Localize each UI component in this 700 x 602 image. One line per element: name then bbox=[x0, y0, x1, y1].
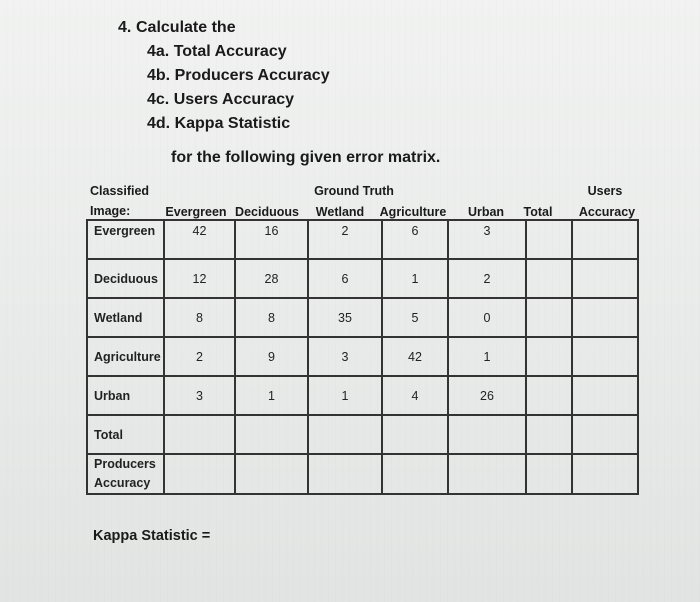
empty-cell bbox=[572, 454, 638, 494]
cell-value: 6 bbox=[382, 220, 448, 259]
users-accuracy-cell bbox=[572, 337, 638, 376]
col-header-total: Total bbox=[523, 205, 553, 219]
total-row-label: Total bbox=[87, 415, 164, 454]
total-cell bbox=[526, 220, 572, 259]
producers-label-line2: Accuracy bbox=[94, 476, 151, 490]
row-label: Agriculture bbox=[87, 337, 164, 376]
table-row bbox=[87, 259, 638, 298]
cell-value: 3 bbox=[164, 376, 235, 415]
users-accuracy-cell bbox=[572, 259, 638, 298]
cell-value: 2 bbox=[164, 337, 235, 376]
matrix-intro: for the following given error matrix. bbox=[171, 149, 441, 166]
cell-value: 28 bbox=[235, 259, 308, 298]
producers-accuracy-cell bbox=[448, 454, 526, 494]
total-cell bbox=[526, 376, 572, 415]
users-accuracy-cell bbox=[572, 220, 638, 259]
producers-accuracy-cell bbox=[164, 454, 235, 494]
cell-value: 16 bbox=[235, 220, 308, 259]
col-header-urban: Urban bbox=[467, 205, 505, 219]
grand-total-cell bbox=[526, 415, 572, 454]
total-cell bbox=[308, 415, 382, 454]
subitem-users-accuracy: 4c. Users Accuracy bbox=[147, 91, 295, 108]
total-cell bbox=[235, 415, 308, 454]
producers-label-line1: Producers bbox=[94, 457, 156, 471]
question-number: 4. bbox=[118, 19, 132, 36]
total-row bbox=[87, 415, 638, 454]
users-accuracy-cell bbox=[572, 376, 638, 415]
producers-accuracy-label bbox=[87, 454, 164, 494]
table-row bbox=[87, 376, 638, 415]
cell-value: 0 bbox=[448, 298, 526, 337]
empty-cell bbox=[572, 415, 638, 454]
cell-value: 35 bbox=[308, 298, 382, 337]
cell-value: 9 bbox=[235, 337, 308, 376]
row-label: Urban bbox=[87, 376, 164, 415]
cell-value: 26 bbox=[448, 376, 526, 415]
cell-value: 3 bbox=[448, 220, 526, 259]
subitem-kappa-statistic: 4d. Kappa Statistic bbox=[147, 115, 291, 132]
row-label: Wetland bbox=[87, 298, 164, 337]
error-matrix-table bbox=[86, 219, 639, 495]
cell-value: 6 bbox=[308, 259, 382, 298]
table-row bbox=[87, 220, 638, 259]
subitem-total-accuracy: 4a. Total Accuracy bbox=[147, 43, 287, 60]
col-header-deciduous: Deciduous bbox=[235, 205, 299, 219]
classified-label-line1: Classified bbox=[90, 184, 150, 198]
cell-value: 8 bbox=[235, 298, 308, 337]
table-row bbox=[87, 337, 638, 376]
producers-accuracy-cell bbox=[235, 454, 308, 494]
users-accuracy-cell bbox=[572, 298, 638, 337]
total-cell bbox=[382, 415, 448, 454]
cell-value: 4 bbox=[382, 376, 448, 415]
users-accuracy-header-line2: Accuracy bbox=[578, 205, 636, 219]
empty-cell bbox=[526, 454, 572, 494]
col-header-evergreen: Evergreen bbox=[165, 205, 227, 219]
cell-value: 1 bbox=[308, 376, 382, 415]
kappa-statistic-label: Kappa Statistic = bbox=[93, 528, 211, 544]
producers-accuracy-cell bbox=[382, 454, 448, 494]
producers-accuracy-row bbox=[87, 454, 638, 494]
cell-value: 42 bbox=[164, 220, 235, 259]
cell-value: 42 bbox=[382, 337, 448, 376]
cell-value: 2 bbox=[308, 220, 382, 259]
cell-value: 5 bbox=[382, 298, 448, 337]
producers-accuracy-cell bbox=[308, 454, 382, 494]
total-cell bbox=[526, 298, 572, 337]
ground-truth-label: Ground Truth bbox=[314, 184, 394, 198]
cell-value: 3 bbox=[308, 337, 382, 376]
classified-label-line2: Image: bbox=[90, 204, 131, 218]
total-cell bbox=[526, 337, 572, 376]
cell-value: 2 bbox=[448, 259, 526, 298]
col-header-agriculture: Agriculture bbox=[379, 205, 447, 219]
total-cell bbox=[164, 415, 235, 454]
row-label: Deciduous bbox=[87, 259, 164, 298]
cell-value: 12 bbox=[164, 259, 235, 298]
total-cell bbox=[448, 415, 526, 454]
row-label: Evergreen bbox=[87, 220, 164, 259]
users-accuracy-header-line1: Users bbox=[587, 184, 623, 198]
table-row bbox=[87, 298, 638, 337]
total-cell bbox=[526, 259, 572, 298]
question-title: Calculate the bbox=[136, 19, 236, 36]
cell-value: 1 bbox=[448, 337, 526, 376]
subitem-producers-accuracy: 4b. Producers Accuracy bbox=[147, 67, 330, 84]
cell-value: 1 bbox=[382, 259, 448, 298]
cell-value: 8 bbox=[164, 298, 235, 337]
col-header-wetland: Wetland bbox=[315, 205, 365, 219]
cell-value: 1 bbox=[235, 376, 308, 415]
